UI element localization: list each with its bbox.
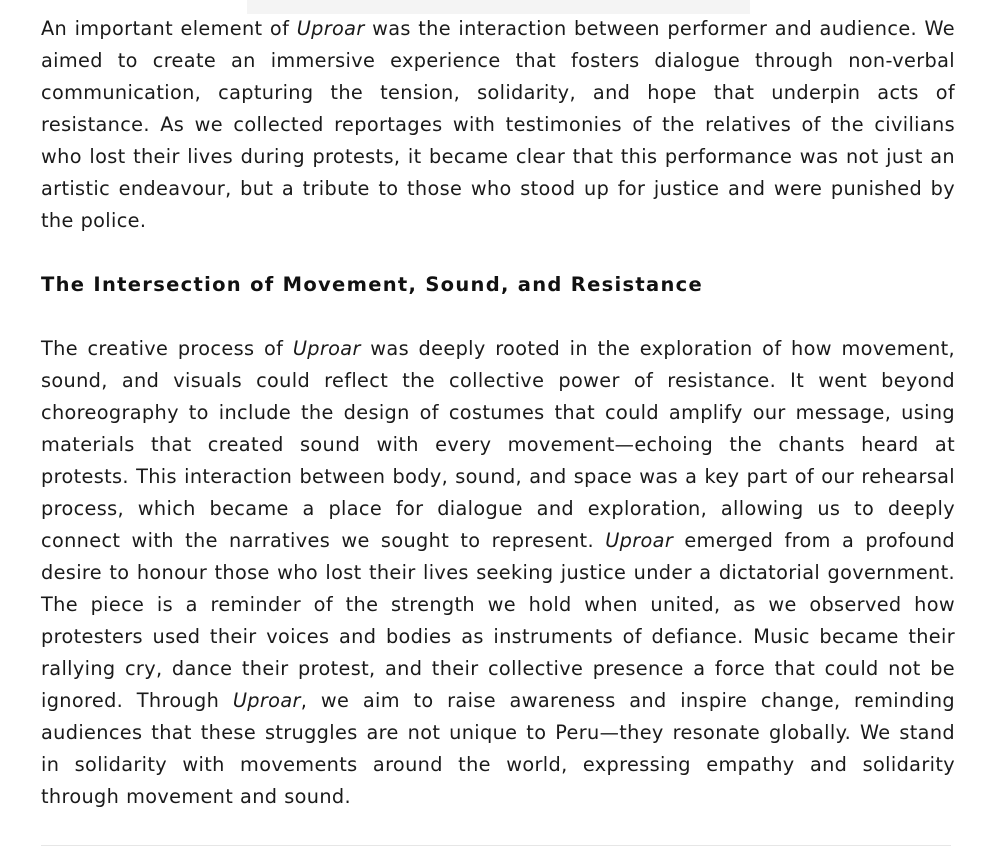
section-heading: The Intersection of Movement, Sound, and Resistance [41, 273, 704, 296]
paragraph-audience-interaction [41, 13, 955, 237]
title-emphasis: Uproar [292, 337, 361, 360]
paragraph-text: was the interaction between performer and audience. We aimed to create an immersive experience that fosters dialogue through non-verbal communication, capturing the tension, solidarity, and hope that underpin acts of resistance. As we collected reportages with testimonies of the relatives of the civilians who lost their lives during protests, it became clear that this performance was not just an artistic endeavour, but a tribute to those who stood up for justice and were punished by the police. [41, 17, 955, 232]
paragraph-creative-process [41, 333, 955, 813]
section-divider [41, 845, 951, 846]
top-image-edge [247, 0, 750, 14]
paragraph-text: , we aim to raise awareness and inspire change, reminding audiences that these struggles are not unique to Peru—they resonate globally. We stand in solidarity with movements around the world, expressing empathy and solidarity through movement and sound. [41, 689, 955, 808]
title-emphasis: Uproar [296, 17, 365, 40]
article-body [41, 13, 955, 813]
title-emphasis: Uproar [605, 529, 674, 552]
title-emphasis: Uproar [232, 689, 301, 712]
paragraph-text: An important element of [41, 17, 297, 40]
paragraph-text: was deeply rooted in the exploration of how movement, sound, and visuals could reflect the collective power of resistance. It went beyond choreography to include the design of costumes that could amplify our message, using materials that created sound with every movement—echoing the chants heard at protests. This interaction between body, sound, and space was a key part of our rehearsal process, which became a place for dialogue and exploration, allowing us to deeply connect with the narratives we sought to represent. [41, 337, 955, 552]
paragraph-text: The creative process of [41, 337, 293, 360]
paragraph-text: emerged from a profound desire to honour those who lost their lives seeking justice under a dictatorial government. The piece is a reminder of the strength we hold when united, as we observed how protesters used their voices and bodies as instruments of defiance. Music became their rallying cry, dance their protest, and their collective presence a force that could not be ignored. Through [41, 529, 955, 712]
